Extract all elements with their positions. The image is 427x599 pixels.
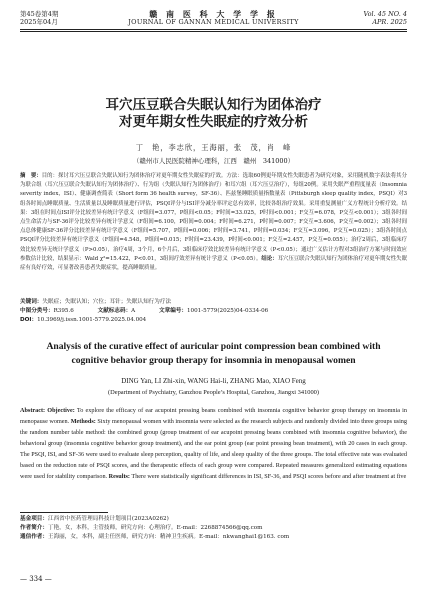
journal-name-cn: 赣 南 医 科 大 学 学 报 bbox=[149, 9, 278, 19]
affiliation-cn: （赣州市人民医院精神心理科，江西 赣州 341000） bbox=[132, 157, 295, 165]
abstract-en-label: Abstract: bbox=[20, 407, 46, 414]
doi-value: 10.3969/j.issn.1001-5779.2025.04.004 bbox=[37, 317, 147, 323]
footnote-rule bbox=[20, 512, 108, 513]
article-title-en bbox=[20, 340, 407, 368]
objective-label: Objective: bbox=[47, 407, 75, 414]
corresponding-author-note bbox=[20, 533, 407, 542]
methods-text: Sixty menopausal women with insomnia were selected as the research subjects and randomly divided into three groups using the random number table method: the combined group (group treatment of ear acupoint pressing beans combined with insomnia cognitive behavior), the behavioral group (insomnia cognitive behavior group treatment), and the ear point group (ear point pressing bean treatment), with 20 cases in each group. The PSQI, ISI, and SF-36 were used to evaluate sleep perception, quality of life, and sleep quality of the three groups. The total effective rate was evaluated based on the reduction rate of PSQI scores, and the therapeutic effects of each group were compared. Repeated measures generalized estimating equations were used for stability comparison. bbox=[20, 418, 407, 480]
volume-issue-cn: 第45卷第4期 bbox=[20, 10, 59, 18]
article-title-en-line1: Analysis of the curative effect of auricular point compression bean combined with bbox=[46, 341, 381, 352]
fund-label: 基金项目： bbox=[20, 516, 48, 522]
abstract-cn-conclusion-label: 结论： bbox=[261, 255, 278, 262]
results-text: There were statistically significant differences in ISI, SF-36, and PSQI scores before and after treatment at five bbox=[131, 473, 407, 480]
author-list-cn: 丁 艳，李志欣，王海丽，张 茂，肖 峰 bbox=[135, 143, 292, 152]
clc-value: R395.6 bbox=[53, 308, 74, 314]
issue-info-en bbox=[364, 10, 407, 26]
article-no-label: 文章编号： bbox=[159, 308, 187, 314]
abstract-cn-label: 摘 要： bbox=[20, 173, 42, 179]
author-list-en: DING Yan, LI Zhi-xin, WANG Hai-li, ZHANG Mao, XIAO Feng bbox=[121, 377, 306, 385]
corresponding-text: 王海丽，女，本科，副主任医师，研究方向：精神卫生疾病。E-mail：nkwanghai1@163. com bbox=[47, 533, 290, 540]
article-title-en-line2: cognitive behavior group therapy for insomnia in menopausal women bbox=[71, 355, 356, 366]
author-bio-label: 作者简介： bbox=[20, 524, 48, 531]
doi-label: DOI： bbox=[20, 317, 38, 323]
keywords-text: 失眠症；失眠认知；穴位；耳针；失眠认知行为疗法 bbox=[42, 299, 172, 305]
article-title-cn-line2: 对更年期女性失眠症的疗效分析 bbox=[119, 114, 308, 130]
doi-line bbox=[20, 316, 407, 324]
header-rule-thick bbox=[20, 29, 407, 30]
footnotes bbox=[20, 515, 407, 541]
header-rule-thin bbox=[20, 31, 407, 32]
clc-label: 中图分类号： bbox=[20, 308, 54, 314]
abstract-cn-text: 目的：探讨耳穴压豆联合失眠认知行为团体治疗对更年期女性失眠症的疗效。方法：选取60例更年期女性失眠患者为研究对象，采用随机数字表法将其分为联合组（耳穴压豆联合失眠认知行为团体治疗）、行为组（失眠认知行为团体治疗）和耳穴组（耳穴压豆治疗），每组20例。采用失眠严重程度量表（Insomnia severity index，ISI）、健康调查简表（Short form 36 health survey，SF-36）、匹兹堡睡眠质量指数量表（Pittsburgh sleep quality index，PSQI）对3组各时间点睡眠质量、生活质量以及睡眠质量进行评估，PSQI评分与ISI评分减分率评定总有效率，比较各组治疗效果。采用重复测量广义方程统计分析疗效。结果：3组在时间点ISI评分比较差异有统计学意义（F组间=3.077，P组间<0.05；F时间=33.025，P时间<0.001；F交互=6.078，P交互<0.001）；3组各时间点生命活力与SF-36评分比较差异有统计学意义（F组间=6.100，P组间=0.004；F时间=6.271，P时间=0.007；F交互=3.606，P交互=0.002）；3组各时间点总体健康SF-36评分比较差异有统计学意义（F组间=5.707，P组间=0.006；F时间=3.741，P时间=0.034；F交互=3.096，P交互=0.025）；3组各时间点PSQI评分比较差异有统计学意义（F组间=4.548，P组间=0.015；F时间=23.439，P时间<0.001；F交互=2.457，P交互=0.055）；治疗2周后，3组临床疗效比较差异无统计学意义（P>0.05），治疗4周，3个月，6个月后，3组临床疗效比较差异有统计学意义（P<0.05）；通过广义估计方程对3组治疗方案与时间效应参数估计比较，结果显示：Wald χ²=15.422，P<0.01，3组间疗效差异有统计学意义（P<0.05）。 bbox=[20, 173, 407, 262]
classification-line bbox=[20, 307, 407, 315]
author-bio-note bbox=[20, 524, 407, 533]
date-cn: 2025年04月 bbox=[20, 18, 58, 26]
article-no-value: 1001-5779(2025)04-0334-06 bbox=[186, 308, 269, 314]
abstract-cn-conclusion: 耳穴压豆联合失眠认知行为团体治疗对更年期女性失眠症有良好疗效，可显著改善患者失眠症状，提高睡眠质量。 bbox=[20, 255, 407, 272]
methods-label: Methods: bbox=[70, 418, 96, 425]
results-label: Results: bbox=[108, 473, 130, 480]
abstract-en bbox=[20, 405, 407, 482]
volume-issue-en: Vol. 45 NO. 4 bbox=[363, 10, 407, 18]
affiliation-en: (Department of Psychiatry, Ganzhou People’s Hospital, Ganzhou, Jiangxi 341000) bbox=[108, 389, 319, 396]
fund-note bbox=[20, 515, 407, 524]
objective-text: To explore the efficacy of ear acupoint pressing beans combined with insomnia cognitive behavior group therapy on insomnia in menopause women. bbox=[20, 407, 407, 425]
date-en: APR. 2025 bbox=[372, 18, 407, 26]
keywords-cn bbox=[20, 298, 407, 306]
abstract-cn bbox=[20, 172, 407, 273]
article-title-cn bbox=[20, 97, 407, 131]
keywords-label: 关键词： bbox=[20, 299, 43, 305]
page-number: — 334 — bbox=[20, 575, 52, 583]
doc-code-label: 文献标志码： bbox=[97, 308, 132, 314]
article-title-cn-line1: 耳穴压豆联合失眠认知行为团体治疗 bbox=[105, 97, 322, 113]
corresponding-label: 通信作者： bbox=[20, 533, 48, 540]
author-bio-text: 丁艳，女，本科，主管技师，研究方向：心理治疗。E-mail：2268874566@qq.com bbox=[47, 524, 263, 531]
fund-text: 江西省中医药管理局科技计划项目(2023A0262) bbox=[47, 516, 169, 522]
doc-code-value: A bbox=[131, 308, 136, 314]
journal-name bbox=[20, 10, 407, 26]
journal-name-en: JOURNAL OF GANNAN MEDICAL UNIVERSITY bbox=[128, 18, 299, 26]
